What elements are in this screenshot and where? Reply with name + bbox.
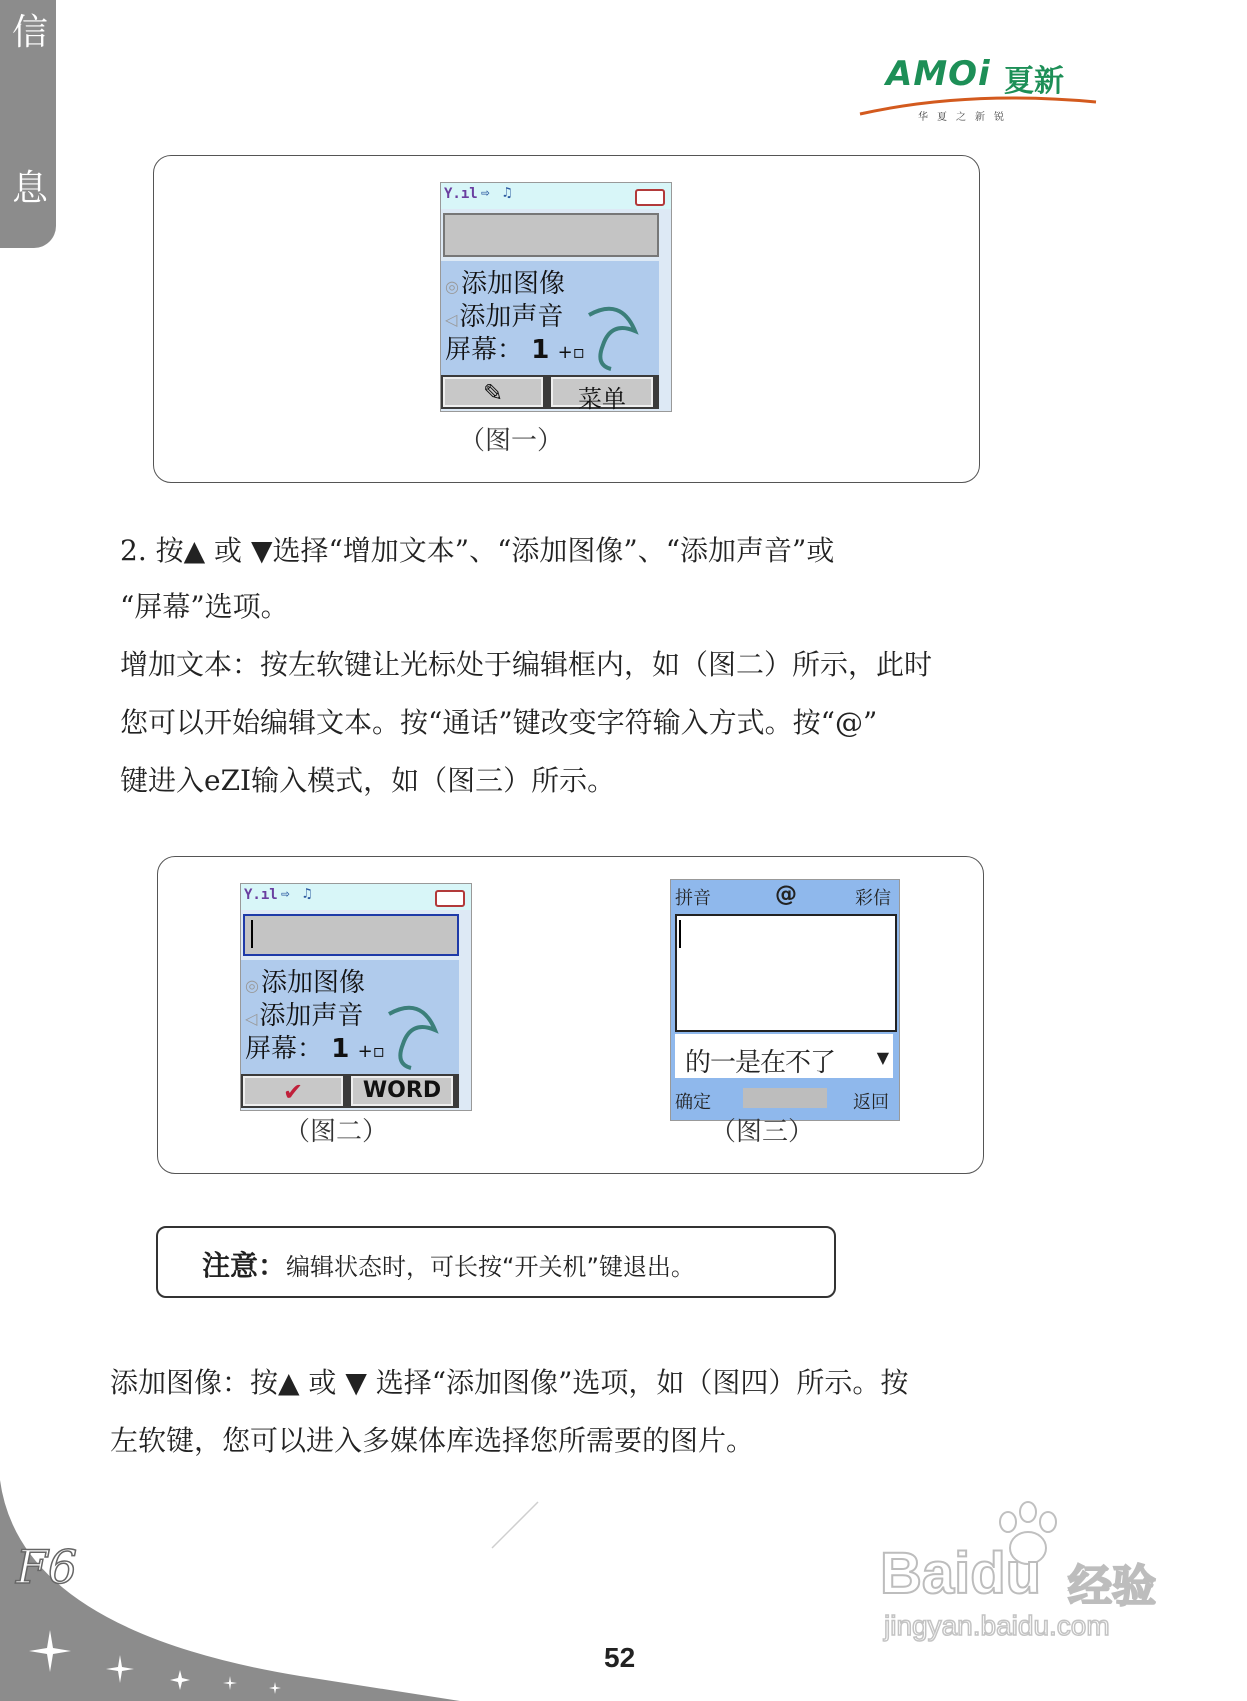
logo-slogan: 华夏之新锐 xyxy=(918,112,1013,123)
decor-swirl-icon xyxy=(581,301,641,371)
logo-brand-en: AMOi xyxy=(886,54,991,94)
dropdown-arrow-icon[interactable]: ▼ xyxy=(876,1048,889,1067)
signal-icon: Y.ıl xyxy=(244,887,278,903)
paragraph-line-1: 2. 按▲ 或 ▼选择“增加文本”、“添加图像”、“添加声音”或 xyxy=(120,534,835,567)
figure-1-box xyxy=(153,155,980,483)
status-bar xyxy=(241,884,471,910)
side-tab-char-2: 息 xyxy=(11,168,48,209)
message-icon: ⇨ xyxy=(281,886,290,902)
menu-item-add-image[interactable] xyxy=(245,962,365,999)
message-icon: ⇨ xyxy=(481,185,490,201)
logo-brand-cn: 夏新 xyxy=(1004,64,1064,99)
left-softkey-edit[interactable] xyxy=(443,377,543,407)
menu-item-add-image[interactable] xyxy=(445,263,565,300)
phone-screen-2 xyxy=(240,883,472,1111)
image-icon: ◎ xyxy=(445,277,459,296)
note-text xyxy=(202,1244,695,1284)
model-logo: F6 xyxy=(16,1540,78,1594)
figure-2-caption: （图二） xyxy=(284,1117,389,1147)
soft-key-bar xyxy=(441,375,659,413)
text-edit-box-active[interactable] xyxy=(243,914,459,956)
pinyin-mode-label: 拼音 xyxy=(675,888,711,909)
speaker-icon: ◁ xyxy=(245,1009,258,1028)
paragraph2-line-1: 添加图像：按▲ 或 ▼ 选择“添加图像”选项，如（图四）所示。按 xyxy=(110,1366,909,1399)
candidate-characters[interactable]: 的一是在不了 xyxy=(685,1048,836,1078)
paragraph-line-5: 键进入eZI输入模式，如（图三）所示。 xyxy=(120,764,616,797)
baidu-watermark xyxy=(880,1500,1180,1640)
figure-3-caption: （图三） xyxy=(710,1117,815,1147)
soft-key-bar xyxy=(241,1074,459,1108)
page-number: 52 xyxy=(604,1642,636,1673)
text-cursor xyxy=(679,920,681,948)
watermark-brand: Baidu xyxy=(880,1541,1042,1606)
checkmark-icon: ✔ xyxy=(282,1078,304,1106)
screen-label: 屏幕： xyxy=(245,1034,324,1064)
softkey-divider xyxy=(743,1088,827,1108)
status-bar xyxy=(441,183,671,209)
paragraph-line-2: “屏幕”选项。 xyxy=(120,590,289,623)
watermark-url: jingyan.baidu.com xyxy=(884,1610,1110,1641)
note-label: 注意： xyxy=(202,1249,287,1282)
add-page-icon: +▫ xyxy=(357,1041,385,1062)
figure-1-caption: （图一） xyxy=(459,426,564,456)
text-edit-box[interactable] xyxy=(443,213,659,257)
menu-item-add-sound[interactable] xyxy=(245,995,363,1032)
battery-icon xyxy=(435,890,465,907)
battery-icon xyxy=(635,189,665,206)
music-icon: ♫ xyxy=(303,886,312,902)
mms-label: 彩信 xyxy=(855,888,891,909)
side-tab-char-1: 信 xyxy=(11,12,48,53)
menu-list xyxy=(241,960,459,1074)
menu-list xyxy=(441,261,659,375)
screen-label: 屏幕： xyxy=(445,335,524,365)
menu-label: 添加图像 xyxy=(260,968,365,998)
paragraph-line-3: 增加文本：按左软键让光标处于编辑框内，如（图二）所示，此时 xyxy=(120,648,933,681)
menu-label: 添加声音 xyxy=(259,1001,364,1031)
pencil-icon: ✎ xyxy=(482,379,504,407)
paragraph2-line-2: 左软键，您可以进入多媒体库选择您所需要的图片。 xyxy=(110,1424,755,1457)
add-page-icon: +▫ xyxy=(557,342,585,363)
left-softkey-confirm[interactable] xyxy=(243,1076,343,1106)
speaker-icon: ◁ xyxy=(445,310,458,329)
watermark-cn: 经验 xyxy=(1068,1561,1156,1612)
candidate-bar xyxy=(675,1034,893,1078)
signal-icon: Y.ıl xyxy=(444,186,478,202)
menu-item-add-sound[interactable] xyxy=(445,296,563,333)
right-softkey-back[interactable]: 返回 xyxy=(853,1092,889,1113)
text-input-area[interactable] xyxy=(675,914,897,1032)
text-cursor xyxy=(251,920,253,948)
note-body: 编辑状态时，可长按“开关机”键退出。 xyxy=(286,1253,695,1281)
soft-key-bar xyxy=(671,1084,899,1114)
figure-2-3-box xyxy=(157,856,984,1174)
menu-item-screen[interactable] xyxy=(245,1028,385,1065)
decor-swirl-icon xyxy=(381,1000,441,1070)
input-mode-header xyxy=(671,880,899,910)
note-box xyxy=(156,1226,836,1298)
left-softkey-confirm[interactable]: 确定 xyxy=(675,1092,711,1113)
music-icon: ♫ xyxy=(503,185,512,201)
phone-screen-3 xyxy=(670,879,900,1121)
amoi-logo xyxy=(858,52,1098,128)
menu-label: 添加图像 xyxy=(460,269,565,299)
screen-value: 1 xyxy=(531,335,550,365)
menu-item-screen[interactable] xyxy=(445,329,585,366)
diagonal-line-decoration xyxy=(490,1500,540,1550)
screen-value: 1 xyxy=(331,1034,350,1064)
right-softkey-menu[interactable]: 菜单 xyxy=(551,377,653,407)
menu-label: 添加声音 xyxy=(459,302,564,332)
image-icon: ◎ xyxy=(245,976,259,995)
at-symbol-icon: @ xyxy=(775,882,797,907)
right-softkey-word[interactable]: WORD xyxy=(351,1076,453,1106)
paragraph-line-4: 您可以开始编辑文本。按“通话”键改变字符输入方式。按“@” xyxy=(120,706,878,739)
phone-screen-1 xyxy=(440,182,672,412)
section-side-tab xyxy=(0,0,56,248)
